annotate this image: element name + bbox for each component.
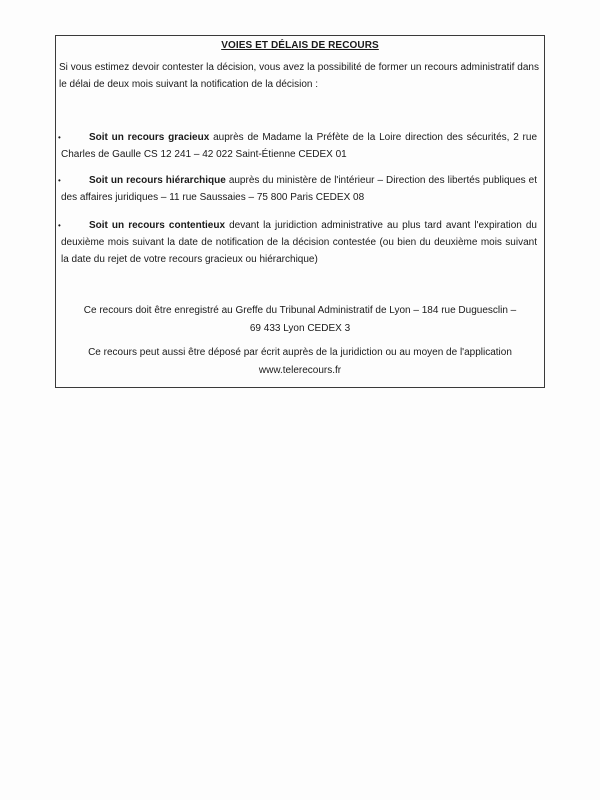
greffe-line-1: Ce recours doit être enregistré au Greffe du Tribunal Administratif de Lyon – 184 rue Duguesclin – — [83, 305, 517, 316]
list-item-contentieux — [58, 217, 537, 268]
item-lead: Soit un recours contentieux — [89, 220, 226, 231]
depot-paragraph — [56, 344, 544, 380]
recours-box — [55, 35, 545, 388]
intro-paragraph: Si vous estimez devoir contester la décision, vous avez la possibilité de former un recours administratif dans le délai de deux mois suivant la notification de la décision : — [59, 62, 539, 90]
telerecours-link: www.telerecours.fr — [258, 365, 342, 376]
list-item-gracieux — [58, 129, 538, 163]
greffe-line-2: 69 433 Lyon CEDEX 3 — [249, 323, 351, 334]
bullet-icon: • — [58, 221, 61, 230]
item-lead: Soit un recours hiérarchique — [89, 175, 226, 186]
item-lead: Soit un recours gracieux — [89, 132, 210, 143]
item-text: auprès du ministère de l'intérieur – Direction des libertés publiques et des affaires juridiques – 11 rue Saussaies – 75 800 Paris CEDEX 08 — [61, 175, 537, 203]
depot-line-1: Ce recours peut aussi être déposé par écrit auprès de la juridiction ou au moyen de l'application — [88, 347, 512, 358]
bullet-icon: • — [58, 133, 61, 142]
list-item-hierarchique — [58, 172, 537, 206]
greffe-paragraph — [56, 302, 544, 338]
title-text: VOIES ET DÉLAIS DE RECOURS — [221, 40, 379, 51]
item-text: devant la juridiction administrative au plus tard avant l'expiration du deuxième mois suivant la date de notification de la décision contestée (ou bien du deuxième mois suivant la date du rejet de votre recours gracieux ou hiérarchique) — [61, 220, 537, 265]
document-title — [56, 40, 544, 51]
item-text: auprès de Madame la Préfète de la Loire direction des sécurités, 2 rue Charles de Gaulle CS 12 241 – 42 022 Saint-Étienne CEDEX 01 — [61, 132, 538, 160]
bullet-icon: • — [58, 176, 61, 185]
